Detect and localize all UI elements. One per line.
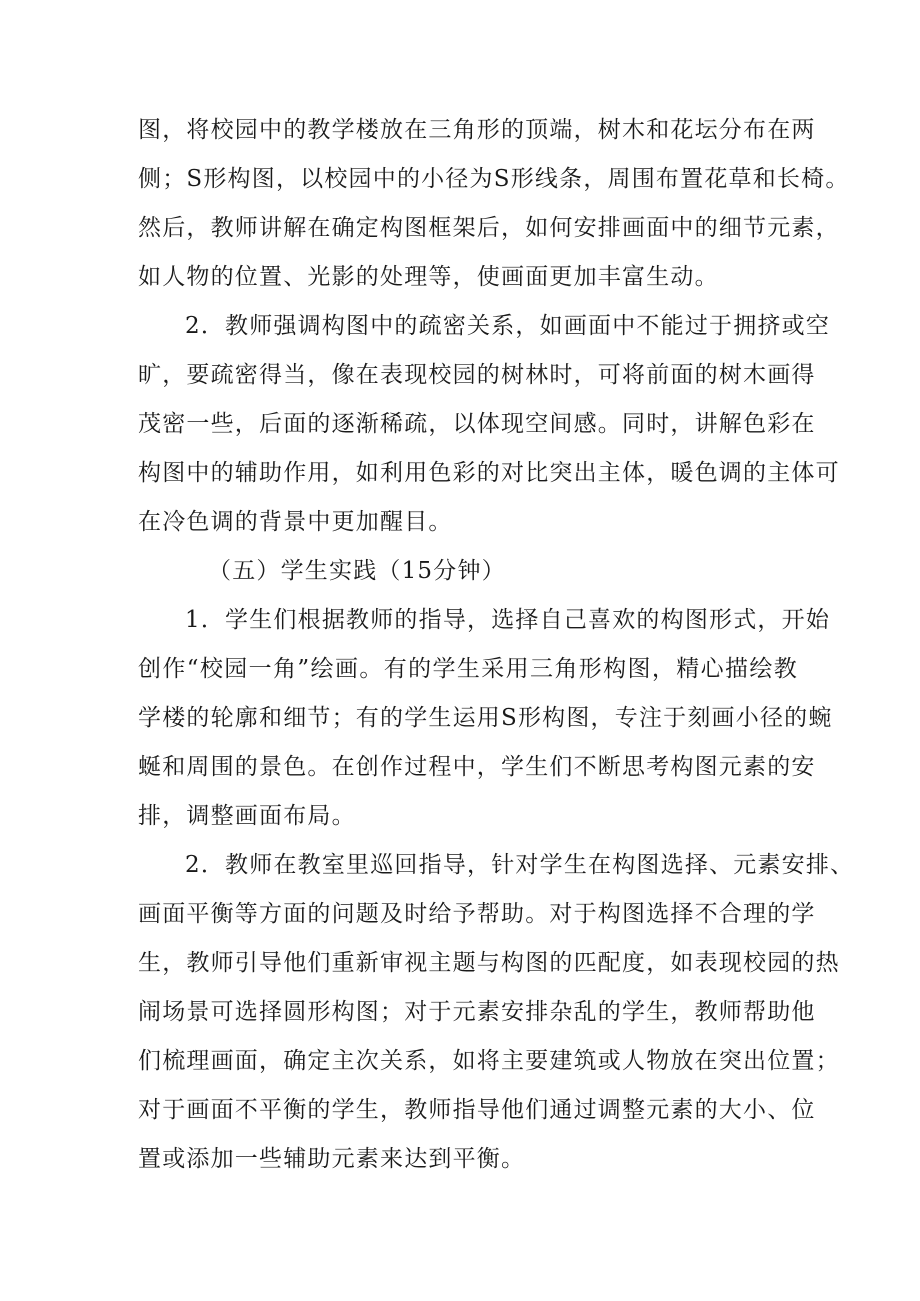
text-line: 图，将校园中的教学楼放在三角形的顶端，树木和花坛分布在两 [138, 117, 816, 143]
text-line: 生，教师引导他们重新审视主题与构图的匹配度，如表现校园的热 [138, 950, 840, 976]
text-line: 2．教师在教室里巡回指导，针对学生在构图选择、元素安排、 [185, 852, 855, 878]
text-line: 构图中的辅助作用，如利用色彩的对比突出主体，暖色调的主体可 [138, 460, 840, 486]
text-line: 旷，要疏密得当，像在表现校园的树林时，可将前面的树木画得 [138, 362, 816, 388]
paragraph-student-practice-1 [138, 596, 833, 841]
text-line: 排，调整画面布局。 [138, 803, 356, 829]
paragraph-continuation [138, 106, 850, 302]
text-line: 们梳理画面，确定主次关系，如将主要建筑或人物放在突出位置； [138, 1048, 840, 1074]
text-line: 然后，教师讲解在确定构图框架后，如何安排画面中的细节元素， [138, 215, 840, 241]
text-line: 如人物的位置、光影的处理等，使画面更加丰富生动。 [138, 264, 719, 290]
paragraph-student-practice-2 [138, 841, 855, 1184]
text-line: 对于画面不平衡的学生，教师指导他们通过调整元素的大小、位 [138, 1097, 816, 1123]
paragraph-composition-density [138, 302, 840, 547]
text-line: 置或添加一些辅助元素来达到平衡。 [138, 1146, 526, 1172]
text-line: 2．教师强调构图中的疏密关系，如画面中不能过于拥挤或空 [185, 313, 831, 339]
text-line: 侧；S形构图，以校园中的小径为S形线条，周围布置花草和长椅。 [138, 166, 850, 192]
text-line: 在冷色调的背景中更加醒目。 [138, 509, 453, 535]
section-heading [138, 547, 798, 596]
text-line: 蜒和周围的景色。在创作过程中，学生们不断思考构图元素的安 [138, 754, 816, 780]
text-line: 茂密一些，后面的逐渐稀疏，以体现空间感。同时，讲解色彩在 [138, 411, 816, 437]
text-line: 1．学生们根据教师的指导，选择自己喜欢的构图形式，开始 [185, 607, 831, 633]
section-heading-text: （五）学生实践（15分钟） [208, 558, 506, 584]
text-line: 创作“校园一角”绘画。有的学生采用三角形构图，精心描绘教 [138, 656, 798, 682]
text-line: 闹场景可选择圆形构图；对于元素安排杂乱的学生，教师帮助他 [138, 999, 816, 1025]
text-line: 学楼的轮廓和细节；有的学生运用S形构图，专注于刻画小径的蜿 [138, 705, 833, 731]
text-line: 画面平衡等方面的问题及时给予帮助。对于构图选择不合理的学 [138, 901, 816, 927]
